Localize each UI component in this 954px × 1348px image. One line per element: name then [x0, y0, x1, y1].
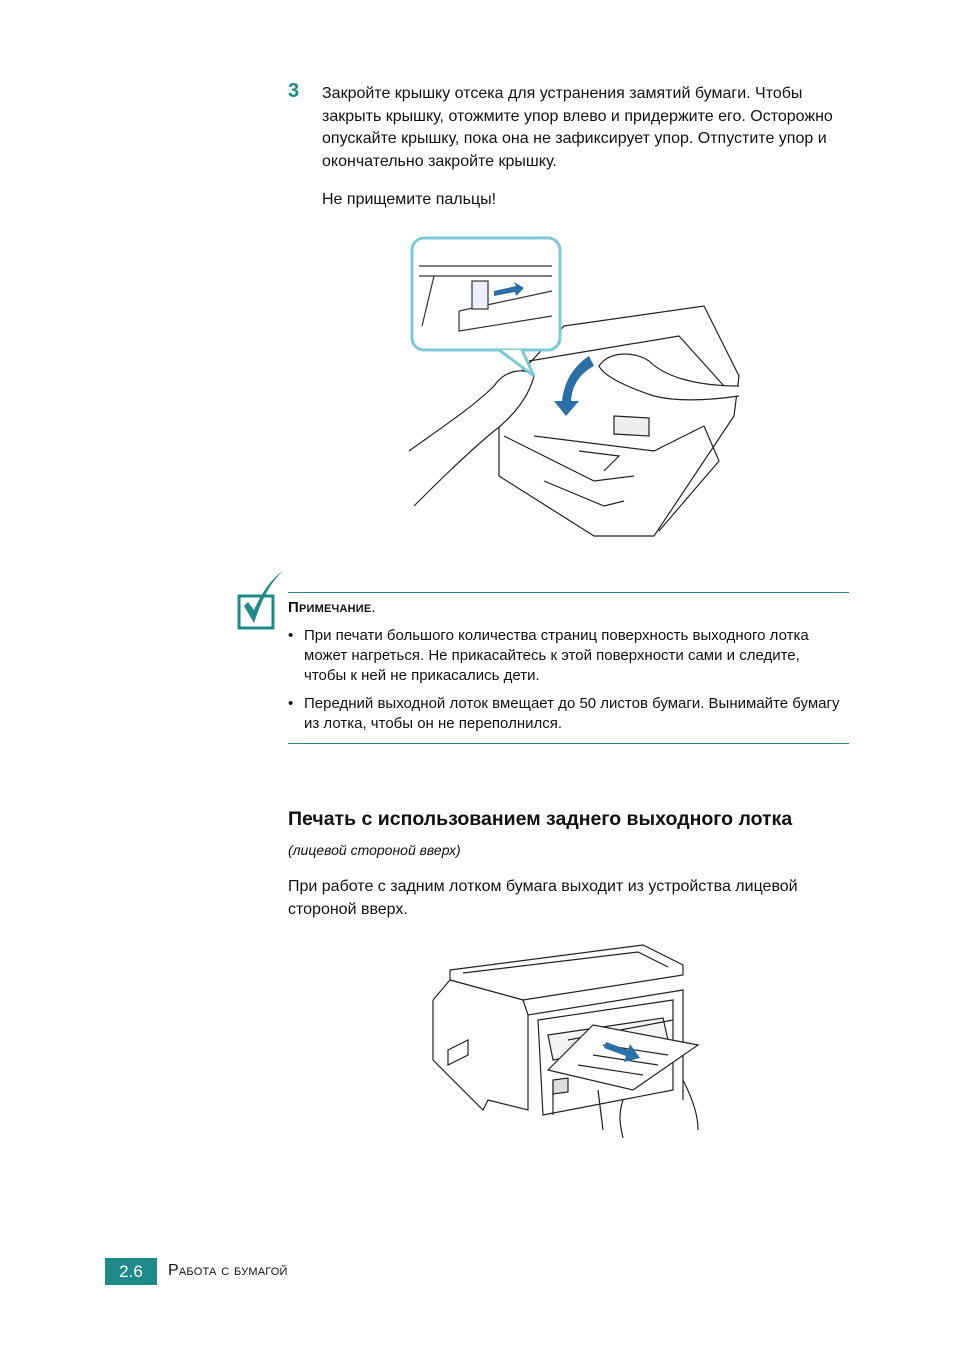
note-title: Примечание.: [288, 599, 376, 616]
checkmark-note-icon: [236, 568, 286, 632]
bullet: •: [288, 627, 294, 644]
step-number: 3: [288, 80, 300, 102]
note-list: [288, 626, 840, 742]
section-heading: Печать с использованием заднего выходного лотка (лицевой стороной вверх): [288, 808, 793, 858]
step-instruction: Закройте крышку отсека для устранения замятий бумаги. Чтобы закрыть крышку, отожмите упор влево и придержите его. Осторожно опускайте крышку, пока она не зафиксирует упор. Отпустите упор и окончательно закройте крышку.: [322, 85, 833, 170]
note-divider-bottom: [288, 743, 849, 744]
note-divider-top: [288, 592, 849, 593]
section-subtitle: (лицевой стороной вверх): [288, 842, 461, 858]
note-item-text: Передний выходной лоток вмещает до 50 листов бумаги. Вынимайте бумагу из лотка, чтобы он не переполнился.: [304, 695, 840, 732]
note-item: [288, 626, 840, 686]
chapter-title: Работа с бумагой: [168, 1262, 288, 1279]
note-item-text: При печати большого количества страниц поверхность выходного лотка может нагреться. Не прикасайтесь к этой поверхности сами и следите, чтобы к ней не прикасались дети.: [304, 627, 809, 684]
note-item: [288, 694, 840, 734]
section-body: При работе с задним лотком бумага выходит из устройства лицевой стороной вверх.: [288, 878, 798, 918]
step-warning: Не прищемите пальцы!: [322, 191, 497, 208]
close-cover-illustration: [404, 236, 744, 538]
rear-output-tray-illustration: [428, 940, 714, 1138]
bullet: •: [288, 695, 294, 712]
page-number-badge: 2.6: [105, 1258, 157, 1285]
